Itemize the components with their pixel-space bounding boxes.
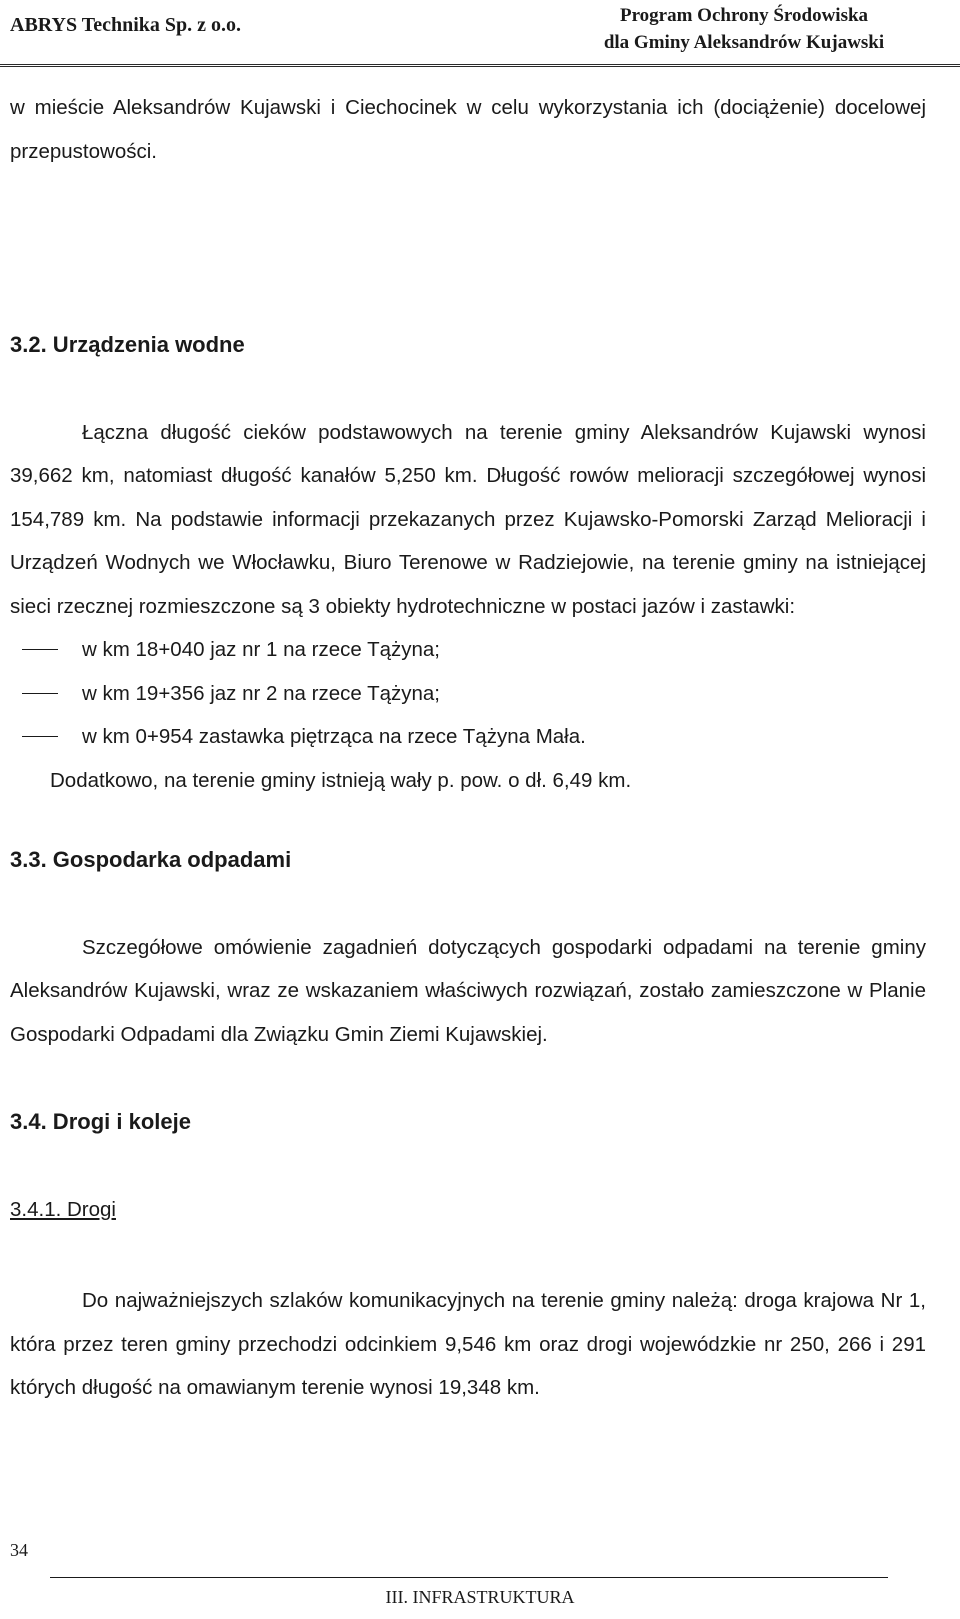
spacer [10, 1231, 926, 1279]
dash-bullet-icon [22, 649, 58, 650]
footer-divider [50, 1577, 888, 1578]
section-heading-3-2: 3.2. Urządzenia wodne [10, 332, 245, 357]
spacer [10, 802, 926, 838]
spacer [10, 173, 926, 323]
document-title [604, 2, 884, 56]
page-number: 34 [10, 1540, 28, 1560]
spacer [10, 882, 926, 926]
list-item [10, 628, 926, 672]
subsection-heading-3-4-1: 3.4.1. Drogi [10, 1197, 116, 1221]
dash-bullet-icon [22, 693, 58, 694]
section-3-2-paragraph: Łączna długość cieków podstawowych na terenie gminy Aleksandrów Kujawski wynosi 39,662 km, natomiast długość kanałów 5,250 km. Długość rowów melioracji szczegółowej wynosi 154,789 km. Na podstawie informacji przekazanych przez Kujawsko-Pomorski Zarząd Melioracji i Urządzeń Wodnych we Włocławku, Biuro Terenowe w Radziejowie, na terenie gminy na istniejącej sieci rzecznej rozmieszczone są 3 obiekty hydrotechniczne w postaci jazów i zastawki: [10, 420, 926, 618]
company-name: ABRYS Technika Sp. z o.o. [10, 14, 242, 36]
page-header [0, 0, 960, 64]
spacer [10, 367, 926, 411]
spacer [10, 1056, 926, 1100]
list-item [10, 715, 926, 759]
section-3-2-closing: Dodatkowo, na terenie gminy istnieją wały p. pow. o dł. 6,49 km. [50, 768, 632, 792]
list-item-text: w km 18+040 jaz nr 1 na rzece Tążyna; [82, 638, 440, 661]
header-divider [0, 64, 960, 69]
section-heading-3-4: 3.4. Drogi i koleje [10, 1109, 191, 1134]
dash-bullet-icon [22, 736, 58, 737]
section-3-3-paragraph: Szczegółowe omówienie zagadnień dotyczących gospodarki odpadami na terenie gminy Aleksandrów Kujawski, wraz ze wskazaniem właściwych rozwiązań, zostało zamieszczone w Planie Gospodarki Odpadami dla Związku Gmin Ziemi Kujawskiej. [10, 935, 926, 1046]
list-item-text: w km 0+954 zastawka piętrząca na rzece Tążyna Mała. [82, 725, 586, 748]
page-content [10, 86, 926, 1410]
document-title-line-1: Program Ochrony Środowiska [619, 5, 869, 26]
section-3-4-1-paragraph: Do najważniejszych szlaków komunikacyjnych na terenie gminy należą: droga krajowa Nr 1, która przez teren gminy przechodzi odcinkiem 9,546 km oraz drogi wojewódzkie nr 250, 266 i 291 których długość na omawianym terenie wynosi 19,348 km. [10, 1289, 926, 1399]
spacer [10, 1144, 926, 1188]
section-heading-3-3: 3.3. Gospodarka odpadami [10, 847, 292, 872]
list-item [10, 672, 926, 716]
list-item-text: w km 19+356 jaz nr 2 na rzece Tążyna; [82, 681, 440, 705]
document-title-line-2: dla Gminy Aleksandrów Kujawski [603, 32, 885, 53]
intro-paragraph: w mieście Aleksandrów Kujawski i Ciechocinek w celu wykorzystania ich (dociążenie) docelowej przepustowości. [10, 96, 926, 163]
hydro-objects-list [10, 628, 926, 759]
chapter-title: III. INFRASTRUKTURA [385, 1587, 575, 1607]
